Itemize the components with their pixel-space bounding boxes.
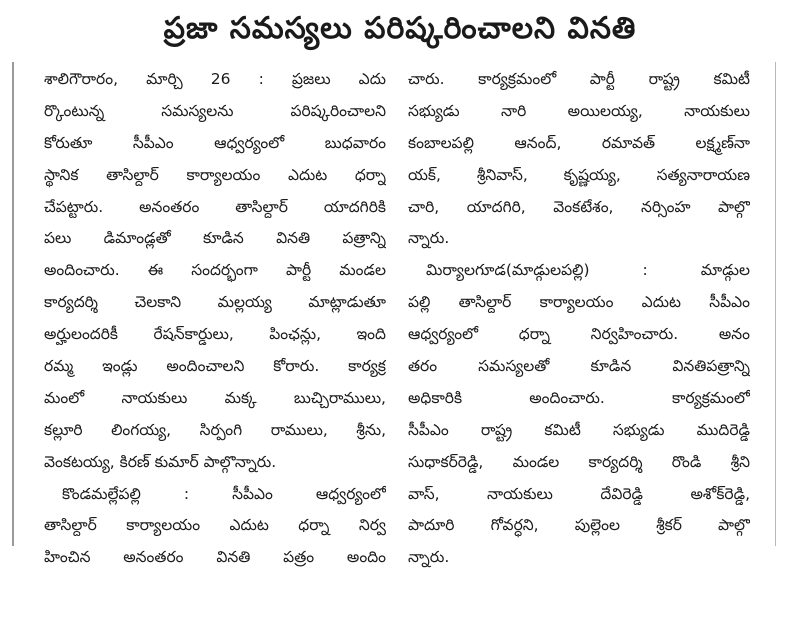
text-line: పల్లి తాసిల్దార్ కార్యాలయం ఎదుట సీపీఎం bbox=[408, 293, 750, 312]
text-line: చేపట్టారు. అనంతరం తాసిల్దార్ యాదగిరికి bbox=[44, 197, 386, 216]
text-line: మిర్యాలగూడ(మాడ్గులపల్లి) : మాడ్గుల bbox=[426, 261, 750, 280]
text-line: సీపీఎం రాష్ట్ర కమిటీ సభ్యుడు ముదిరెడ్డి bbox=[408, 420, 750, 439]
text-line: సభ్యుడు నారి అయిలయ్య, నాయకులు bbox=[408, 101, 750, 120]
text-line: అర్హులందరికీ రేషన్‌కార్డులు, పింఛన్లు, ఇంది bbox=[44, 325, 386, 344]
text-line: చారి, యాదగిరి, వెంకటేశం, నర్సింహ పాల్గొ bbox=[408, 197, 750, 216]
text-line: చారు. కార్యక్రమంలో పార్టీ రాష్ట్ర కమిటీ bbox=[408, 70, 750, 88]
text-line: అందించారు. ఈ సందర్భంగా పార్టీ మండల bbox=[44, 261, 386, 280]
headline: ప్రజా సమస్యలు పరిష్కరించాలని వినతి bbox=[163, 11, 637, 46]
text-line: వెంకటయ్య, కిరణ్ కుమార్ పాల్గొన్నారు. bbox=[44, 452, 277, 471]
text-line: శాలిగౌరారం, మార్చి 26 : ప్రజలు ఎదు bbox=[44, 70, 386, 88]
text-line: న్నారు. bbox=[408, 229, 450, 248]
text-line: యక్, శ్రీనివాస్, కృష్ణయ్య, సత్యనారాయణ bbox=[408, 165, 750, 184]
text-line: కోరుతూ సీపీఎం ఆధ్వర్యంలో బుధవారం bbox=[44, 133, 386, 152]
text-line: న్నారు. bbox=[408, 548, 450, 567]
text-line: తరం సమస్యలతో కూడిన వినతిపత్రాన్ని bbox=[408, 357, 750, 376]
text-line: తాసిల్దార్ కార్యాలయం ఎదుట ధర్నా నిర్వ bbox=[44, 516, 386, 535]
text-line: అధికారికి అందించారు. కార్యక్రమంలో bbox=[408, 388, 750, 407]
text-line: పాదూరి గోవర్ధని, పుల్లెంల శ్రీకర్ పాల్గొ bbox=[408, 516, 750, 535]
left-column-rule bbox=[12, 62, 14, 546]
article-column-2 bbox=[408, 64, 750, 574]
text-line: కల్లూరి లింగయ్య, సిర్పంగి రాములు, శ్రీను, bbox=[44, 420, 386, 439]
right-edge-rule bbox=[775, 62, 776, 546]
text-line: హించిన అనంతరం వినతి పత్రం అందిం bbox=[44, 548, 386, 567]
text-line: సుధాకర్‌రెడ్డి, మండల కార్యదర్శి రొండి శ్రీని bbox=[408, 452, 750, 471]
text-line: కొండమల్లేపల్లి : సీపీఎం ఆధ్వర్యంలో bbox=[62, 484, 386, 503]
article-column-1 bbox=[44, 64, 386, 574]
text-line: ఆధ్వర్యంలో ధర్నా నిర్వహించారు. అనం bbox=[408, 325, 750, 344]
text-line: వాస్, నాయకులు దేవిరెడ్డి అశోక్‌రెడ్డి, bbox=[408, 484, 750, 503]
text-line: కంబాలపల్లి ఆనంద్, రమావత్ లక్ష్మణ్‌నా bbox=[408, 133, 750, 152]
text-line: స్థానిక తాసిల్దార్ కార్యాలయం ఎదుట ధర్నా bbox=[44, 165, 386, 184]
text-line: ర్కొంటున్న సమస్యలను పరిష్కరించాలని bbox=[44, 101, 386, 120]
text-line: మంలో నాయకులు మక్క బుచ్చిరాములు, bbox=[44, 388, 386, 407]
text-line: పలు డిమాండ్లతో కూడిన వినతి పత్రాన్ని bbox=[44, 229, 386, 248]
text-line: రమ్మ ఇండ్లు అందించాలని కోరారు. కార్యక్ర bbox=[44, 357, 386, 376]
text-line: కార్యదర్శి చెలకాని మల్లయ్య మాట్లాడుతూ bbox=[44, 293, 386, 312]
